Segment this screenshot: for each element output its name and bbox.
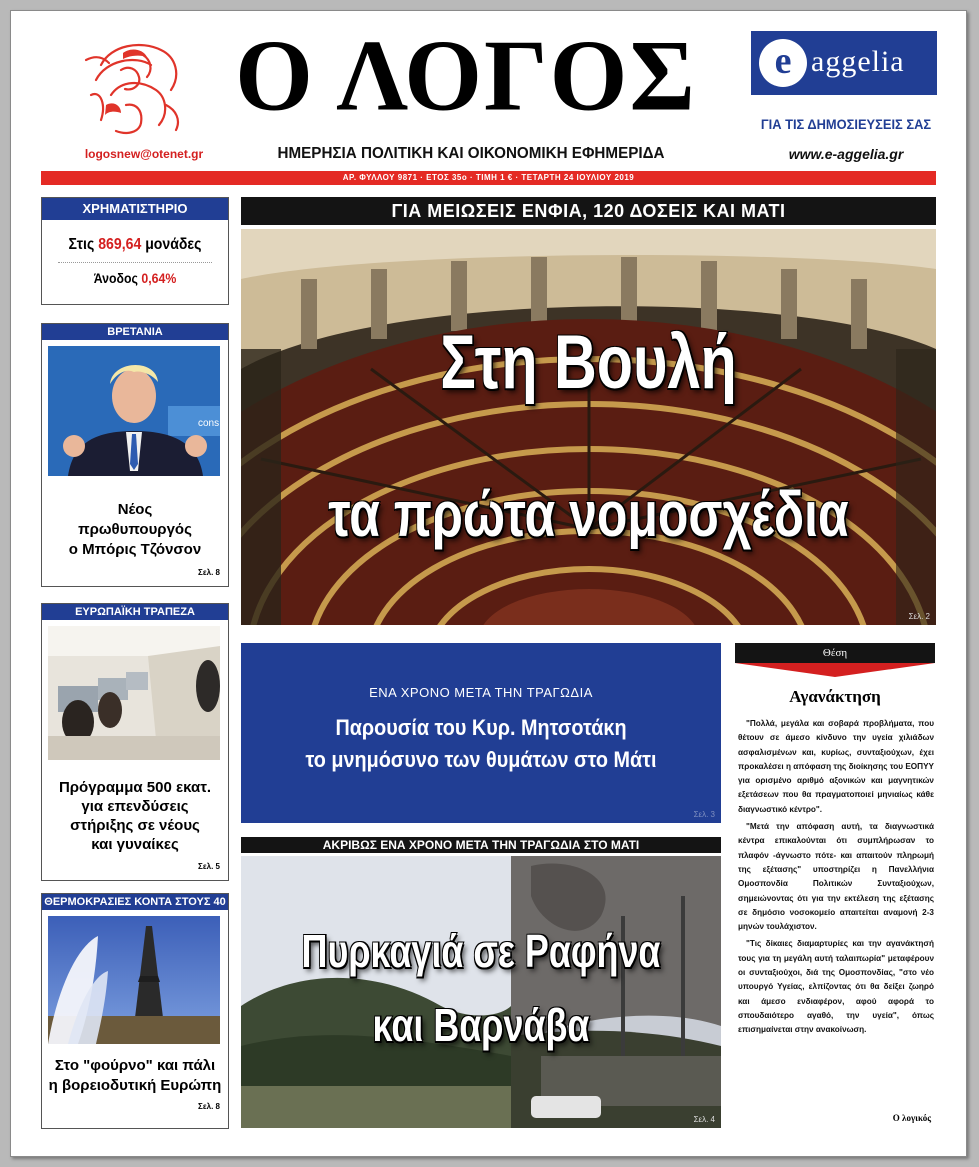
opinion-author: Ο λογικός [892,1113,931,1123]
mati-kicker: ΕΝΑ ΧΡΟΝΟ ΜΕΤΑ ΤΗΝ ΤΡΑΓΩΔΙΑ [369,685,593,700]
stock-change-label: Άνοδος [93,270,138,286]
stock-change-line [53,270,217,286]
stock-value: 869,64 [98,236,142,253]
stock-change-value: 0,64% [141,270,177,286]
lead-headline-line-2: τα πρώτα νομοσχέδια [328,478,849,550]
heatwave-story-box [41,893,229,1129]
boris-johnson-photo [48,346,220,476]
heat-caption-2: η βορειοδυτική Ευρώπη [48,1077,222,1094]
lead-headline-line-1: Στη Βουλή [440,320,737,405]
ebi-story-box [41,603,229,881]
svg-text:cons: cons [198,418,220,429]
ad-slogan: ΓΙΑ ΤΙΣ ΔΗΜΟΣΙΕΥΣΕΙΣ ΣΑΣ [760,116,932,132]
stock-divider [58,262,212,263]
opinion-section-header: Θέση [735,643,935,663]
heat-header: ΘΕΡΜΟΚΡΑΣΙΕΣ ΚΟΝΤΑ ΣΤΟΥΣ 40 [42,894,228,910]
parliament-chamber-illustration [241,229,936,625]
mati-memorial-story [241,643,721,823]
mati-page-ref: Σελ. 3 [693,810,715,819]
ebi-caption-2: για επενδύσεις [81,798,189,815]
ad-url: www.e-aggelia.gr [788,146,904,162]
stock-header: ΧΡΗΜΑΤΙΣΤΗΡΙΟ [42,198,228,220]
uk-caption-1: Νέος [117,501,153,518]
ebi-caption-3: στήριξης σε νέους [70,817,200,834]
heat-caption-1: Στο "φούρνο" και πάλι [54,1057,216,1074]
mati-headline-line-1: Παρουσία του Κυρ. Μητσοτάκη [335,715,627,740]
contact-email: logosnew@otenet.gr [84,147,204,161]
eaggelia-ad-logo [751,31,937,95]
fire-page-ref: Σελ. 4 [693,1115,715,1124]
ebi-caption-4: και γυναίκες [91,836,179,853]
lead-page-ref: Σελ. 2 [908,612,930,621]
e-circle-icon: e [759,39,807,87]
fire-headline-line-2: και Βαρνάβα [372,999,590,1051]
parliament-photo [241,229,936,625]
newspaper-title: Ο ΛΟΓΟΣ [235,18,697,133]
uk-header: ΒΡΕΤΑΝΙΑ [42,324,228,340]
fire-headline-line-1: Πυρκαγιά σε Ραφήνα [301,925,661,977]
stock-market-box [41,197,229,305]
uk-story-box [41,323,229,587]
uk-caption-3: ο Μπόρις Τζόνσον [68,541,202,558]
heat-page-ref: Σελ. 8 [198,1102,220,1111]
uk-page-ref: Σελ. 8 [198,568,220,577]
aggelia-wordmark: aggelia [811,45,905,78]
masthead-figures-logo [81,35,191,140]
issue-info-bar: ΑΡ. ΦΥΛΛΟΥ 9871 · ΕΤΟΣ 35ο · ΤΙΜΗ 1 € · ΤΕΤΑΡΤΗ 24 ΙΟΥΛΙΟΥ 2019 [41,171,936,185]
eiffel-tower-fountain-photo [48,916,220,1044]
opinion-paragraph-2: "Μετά την απόφαση αυτή, τα διαγνωστικά κέντρα επικαλούνται ότι συμπλήρωσαν το πλαφόν -άγνωστο πότε- και απαιτούν πληρωμή της εξέτασης" υποστηρίζει η Πανελλήνια Ομοσπονδία Πολιτικών Συνταξιούχων, σημειώνοντας ότι για την εκτέλεση της εξέτασης σε δημόσιο νοσοκομείο απαιτείται αναμονή 2-3 μηνών τουλάχιστον. [738,822,934,932]
stock-unit: μονάδες [145,236,202,253]
uk-caption-2: πρωθυπουργός [78,521,192,538]
wildfire-smoke-illustration [241,856,721,1128]
newspaper-front-page [10,10,967,1157]
stock-prefix: Στις [68,236,95,253]
opinion-body [738,717,934,1041]
opinion-paragraph-3: "Τις δίκαιες διαμαρτυρίες και την αγανάκτησή τους για τη μεγάλη αυτή ταλαιπωρία" μεταφέρουν οι συνταξιούχοι, διά της Ομοσπονδίας, "στο νέο υπουργό Υγείας, ελπίζοντας ότι θα δείξει ζωηρό και άμεσο ενδιαφέρον, αφού αφορά το σπουδαιότερο αγαθό, την υγεία", όπως επισημαίνεται στην ανακοίνωση. [738,939,934,1035]
opinion-title: Αγανάκτηση [789,687,881,706]
opinion-paragraph-1: "Πολλά, μεγάλα και σοβαρά προβλήματα, που θέτουν σε άμεσο κίνδυνο την υγεία χιλιάδων ασφαλισμένων και, κυρίως, συνταξιούχων, έχει προκαλέσει η απόφαση της διοίκησης του ΕΟΠΥΥ για ορισμένο αριθμό αξονικών και μαγνητικών εξετάσεων που θα πραγματοποιεί μηνιαίως κάθε διαγνωστικό κέντρο". [738,719,934,814]
lead-kicker: ΓΙΑ ΜΕΙΩΣΕΙΣ ΕΝΦΙΑ, 120 ΔΟΣΕΙΣ ΚΑΙ ΜΑΤΙ [241,197,936,225]
ebi-caption-1: Πρόγραμμα 500 εκατ. [58,779,212,796]
ebi-header: ΕΥΡΩΠΑΪΚΗ ΤΡΑΠΕΖΑ [42,604,228,620]
stock-index-line [53,236,217,254]
office-workers-photo [48,626,220,760]
newspaper-subtitle: ΗΜΕΡΗΣΙΑ ΠΟΛΙΤΙΚΗ ΚΑΙ ΟΙΚΟΝΟΜΙΚΗ ΕΦΗΜΕΡΙΔΑ [277,145,665,162]
ebi-page-ref: Σελ. 5 [198,862,220,871]
opinion-red-banner [735,663,935,677]
fire-story-photo [241,856,721,1128]
mati-headline-line-2: το μνημόσυνο των θυμάτων στο Μάτι [305,747,657,772]
fire-kicker: ΑΚΡΙΒΩΣ ΕΝΑ ΧΡΟΝΟ ΜΕΤΑ ΤΗΝ ΤΡΑΓΩΔΙΑ ΣΤΟ ΜΑΤΙ [241,837,721,853]
